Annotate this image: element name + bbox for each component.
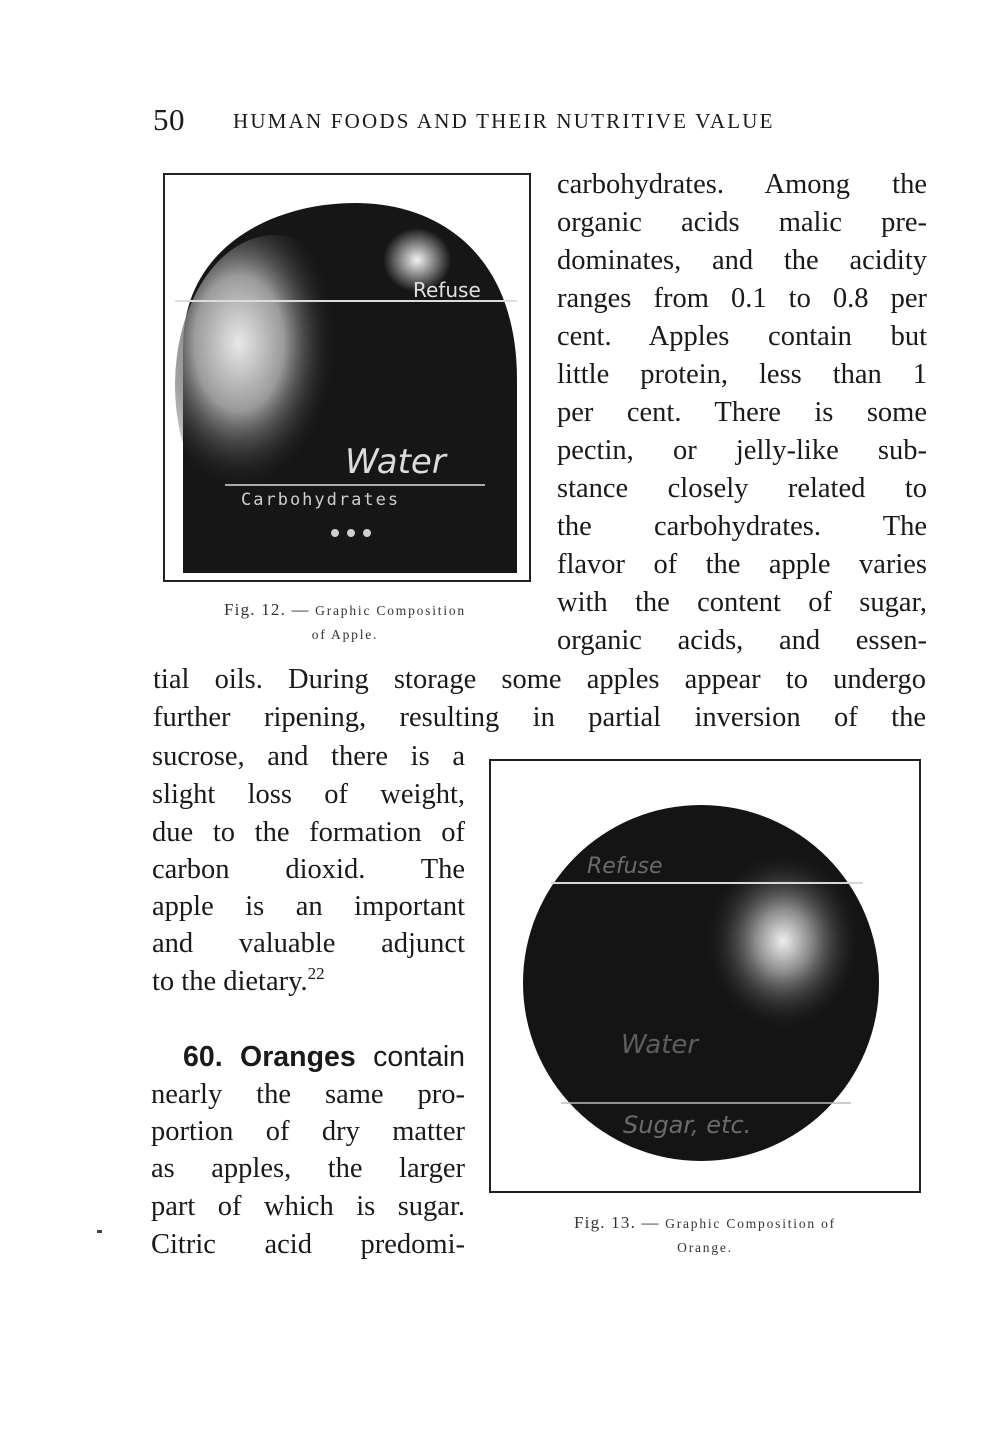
text-line: organic acids malic pre-: [557, 207, 927, 238]
figure-12-apple-image: [163, 173, 531, 582]
running-title: HUMAN FOODS AND THEIR NUTRITIVE VALUE: [233, 109, 775, 133]
fig12-caption-line2: of Apple.: [311, 627, 379, 642]
text-line: as apples, the larger: [151, 1153, 465, 1184]
section-keyword: Oranges: [240, 1041, 356, 1073]
margin-mark: [97, 1230, 102, 1233]
text-line: due to the formation of: [152, 817, 465, 848]
page-header: [153, 102, 928, 142]
text-line: part of which is sugar.: [151, 1191, 465, 1222]
text-line-with-footnote: [152, 963, 465, 1001]
text-line: little protein, less than 1: [557, 359, 927, 390]
fig13-caption-line2: Orange.: [677, 1240, 733, 1255]
text-line: Citric acid predomi-: [151, 1229, 465, 1260]
figure-13-orange-image: [489, 759, 921, 1193]
page-number: 50: [153, 102, 185, 137]
apple-label-carbohydrates: Carbohydrates: [241, 490, 401, 510]
fig13-caption-lead: Fig. 13.: [574, 1213, 637, 1232]
text-line: stance closely related to: [557, 473, 927, 504]
apple-label-water: Water: [345, 442, 446, 482]
fig12-caption-lead: Fig. 12.: [224, 600, 287, 619]
text-line: further ripening, resulting in partial inversion of the: [153, 702, 926, 733]
text-line: carbohydrates. Among the: [557, 169, 927, 200]
text-line: tial oils. During storage some apples appear to undergo: [153, 664, 926, 695]
fig13-caption-dash: —: [636, 1213, 666, 1232]
orange-label-refuse: Refuse: [587, 854, 663, 879]
text-line: apple is an important: [152, 891, 465, 922]
text-line: pectin, or jelly-like sub-: [557, 435, 927, 466]
text-line: ranges from 0.1 to 0.8 per: [557, 283, 927, 314]
text-line: slight loss of weight,: [152, 779, 465, 810]
text-line: cent. Apples contain but: [557, 321, 927, 352]
text-line: per cent. There is some: [557, 397, 927, 428]
section-number: 60.: [183, 1041, 223, 1073]
text-line: nearly the same pro-: [151, 1079, 465, 1110]
fig12-caption-line1: Graphic Composition: [315, 603, 466, 618]
text-line: organic acids, and essen-: [557, 625, 927, 656]
figure-12-caption: [155, 598, 535, 647]
section-first-line-rest: contain: [355, 1041, 465, 1073]
text-line: flavor of the apple varies: [557, 549, 927, 580]
text-line: sucrose, and there is a: [152, 741, 465, 772]
footnote-reference: 22: [307, 964, 325, 983]
fig13-caption-line1: Graphic Composition of: [665, 1216, 836, 1231]
figure-13-caption: [490, 1211, 920, 1260]
section-first-line: [183, 1038, 465, 1076]
apple-label-refuse: Refuse: [413, 278, 481, 302]
text-line: dominates, and the acidity: [557, 245, 927, 276]
text-line: carbon dioxid. The: [152, 854, 465, 885]
orange-label-sugar: Sugar, etc.: [623, 1111, 752, 1139]
text-line: and valuable adjunct: [152, 928, 465, 959]
text-line: to the dietary.: [152, 966, 308, 997]
fig12-caption-dash: —: [286, 600, 316, 619]
text-line: portion of dry matter: [151, 1116, 465, 1147]
orange-label-water: Water: [621, 1030, 699, 1060]
apple-illustration: [165, 175, 529, 580]
text-line: the carbohydrates. The: [557, 511, 927, 542]
orange-illustration: [491, 761, 919, 1191]
text-line: with the content of sugar,: [557, 587, 927, 618]
